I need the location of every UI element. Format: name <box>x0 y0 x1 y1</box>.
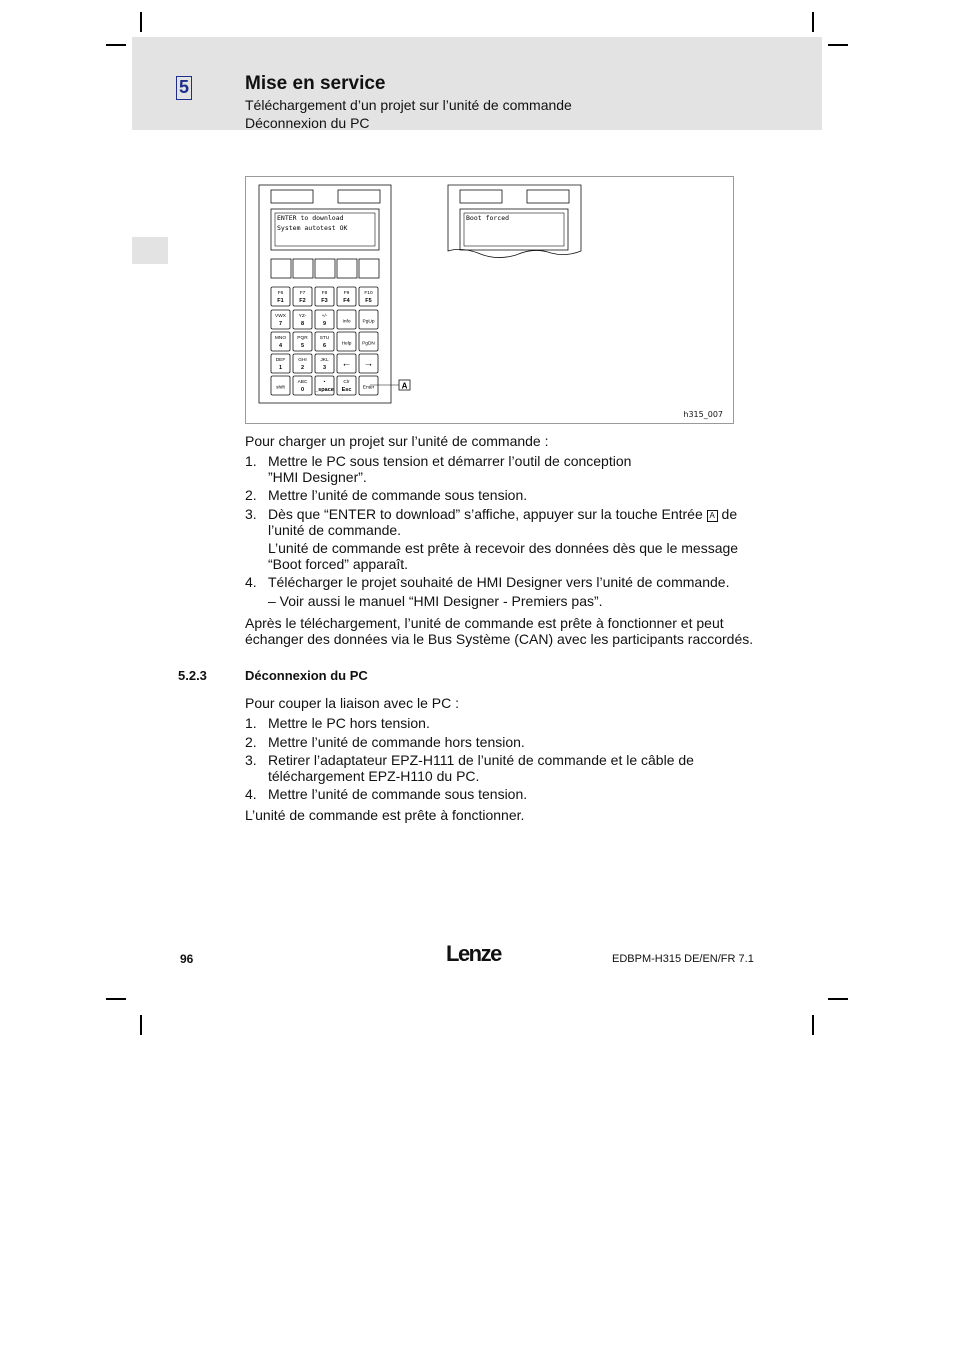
key-grid <box>271 287 378 395</box>
step-4-line-1: Télécharger le projet souhaité de HMI Designer vers l’unité de commande. <box>268 574 730 590</box>
crop-mark <box>828 44 848 46</box>
keypad-key-r3c3-label: JKL <box>320 358 329 363</box>
function-key-f1-label: F1 <box>277 298 284 304</box>
keypad-key-r4c2-label: 0 <box>300 387 305 393</box>
figure-keypad <box>245 176 734 424</box>
keypad-key-r3c4 <box>337 354 356 373</box>
display-right-line-1: Boot forced <box>466 214 510 222</box>
softkey-row <box>271 259 379 278</box>
page-subtitle-1: Téléchargement d’un projet sur l’unité de commande <box>245 97 572 113</box>
keypad-key-r4c3-label: _space <box>315 387 334 393</box>
step-2-number: 2. <box>245 487 257 503</box>
keypad-key-r1c2-label: YZ- <box>298 314 307 319</box>
keypad-key-r2c4-label: Help <box>341 341 352 347</box>
keypad-key-r4c2 <box>293 376 312 395</box>
page-number: 96 <box>180 952 194 966</box>
function-key-f5-label: F10 <box>364 291 373 296</box>
function-key-f2-label: F7 <box>299 291 306 296</box>
display-left-line-1: ENTER to download <box>277 214 344 222</box>
crop-mark <box>140 12 142 32</box>
softkey-3 <box>315 259 335 278</box>
keypad-key-r2c3-label: 6 <box>322 343 327 349</box>
crop-mark <box>828 998 848 1000</box>
device-right-tab-2 <box>527 190 569 203</box>
keypad-key-r4c4-label: Clr <box>343 380 350 385</box>
keypad-key-r3c2 <box>293 354 312 373</box>
keypad-key-r1c5-label: PgUp <box>362 319 375 325</box>
keypad-key-r4c4 <box>337 376 356 395</box>
figure-code: h315_007 <box>683 410 723 419</box>
keypad-key-r1c1-label: VWX <box>275 314 286 319</box>
keypad-key-r3c3-label: 3 <box>322 365 327 371</box>
keypad-key-r1c4 <box>337 310 356 329</box>
crop-mark <box>140 1015 142 1035</box>
step-1-number: 1. <box>245 453 257 469</box>
crop-mark <box>106 998 126 1000</box>
crop-mark <box>812 12 814 32</box>
intro-paragraph-2: Pour couper la liaison avec le PC : <box>245 695 459 711</box>
function-key-f5 <box>359 287 378 306</box>
lenze-logo: Lenze <box>446 941 501 966</box>
keypad-key-r2c1 <box>271 332 290 351</box>
step-1-line-2: ”HMI Designer”. <box>268 469 367 485</box>
keypad-key-r1c2-label: 8 <box>300 321 305 327</box>
after-download-line-1: Après le téléchargement, l’unité de commande est prête à fonctionner et peut <box>245 615 724 631</box>
step-3-text-end: de <box>721 506 738 522</box>
step-3-text: Dès que “ENTER to download” s’affiche, appuyer sur la touche Entrée <box>268 506 703 522</box>
keypad-key-r1c2 <box>293 310 312 329</box>
keypad-key-r4c1 <box>271 376 290 395</box>
chapter-number: 5 <box>176 76 192 100</box>
keypad-key-r3c1-label: DEF <box>275 358 286 363</box>
step-b4-line-1: Mettre l’unité de commande sous tension. <box>268 786 528 802</box>
step-2-line-1: Mettre l’unité de commande sous tension. <box>268 487 528 503</box>
softkey-5 <box>359 259 379 278</box>
keypad-key-r3c1 <box>271 354 290 373</box>
keypad-key-r2c5-label: PgDN <box>362 341 375 347</box>
keypad-key-r2c5 <box>359 332 378 351</box>
function-key-f1 <box>271 287 290 306</box>
keypad-key-r3c1-label: 1 <box>278 365 283 371</box>
device-left-tab-1 <box>271 190 313 203</box>
keypad-key-r2c2 <box>293 332 312 351</box>
step-1-line-1: Mettre le PC sous tension et démarrer l’outil de conception <box>268 453 632 469</box>
keypad-key-r3c5-label: → <box>363 358 374 370</box>
keypad-key-r2c2-label: 5 <box>300 343 305 349</box>
display-left-line-2: System autotest OK <box>277 224 348 232</box>
step-b1-line-1: Mettre le PC hors tension. <box>268 715 430 731</box>
enter-key-callout: A <box>707 510 718 522</box>
keypad-key-r2c2-label: PQR <box>297 336 308 341</box>
function-key-f4-label: F9 <box>343 291 350 296</box>
callout-label: A <box>401 381 408 391</box>
keypad-key-r3c2-label: 2 <box>300 365 305 371</box>
section-title: Déconnexion du PC <box>245 668 368 683</box>
keypad-key-r2c1-label: 4 <box>278 343 283 349</box>
step-4-note: – Voir aussi le manuel “HMI Designer - Premiers pas”. <box>268 593 603 609</box>
header-band <box>132 37 822 130</box>
function-key-f3-label: F8 <box>321 291 328 296</box>
keypad-key-r3c4-label: ← <box>341 358 352 370</box>
chapter-side-tab <box>132 237 168 264</box>
step-3-line-1 <box>268 506 737 522</box>
softkey-2 <box>293 259 313 278</box>
keypad-key-r2c3-label: STU <box>319 336 330 341</box>
softkey-4 <box>337 259 357 278</box>
keypad-key-r3c5 <box>359 354 378 373</box>
keypad-key-r1c5 <box>359 310 378 329</box>
crop-mark <box>812 1015 814 1035</box>
keypad-key-r1c3-label: +/- <box>321 314 328 319</box>
crop-mark <box>106 44 126 46</box>
function-key-f3-label: F3 <box>321 298 328 304</box>
keypad-drawing <box>246 177 733 423</box>
document-code: EDBPM-H315 DE/EN/FR 7.1 <box>612 953 754 965</box>
softkey-1 <box>271 259 291 278</box>
keypad-key-r3c3 <box>315 354 334 373</box>
page-subtitle-2: Déconnexion du PC <box>245 115 370 131</box>
step-b2-line-1: Mettre l’unité de commande hors tension. <box>268 734 525 750</box>
closing-paragraph: L’unité de commande est prête à fonctionner. <box>245 807 525 823</box>
step-4-number: 4. <box>245 574 257 590</box>
keypad-key-r1c3-label: 9 <box>322 321 327 327</box>
keypad-key-r4c3-label: • <box>323 380 326 385</box>
step-b2-number: 2. <box>245 734 257 750</box>
keypad-key-r4c3 <box>314 376 334 395</box>
device-left-tab-2 <box>338 190 380 203</box>
keypad-key-r4c4-label: Esc <box>341 387 352 393</box>
function-key-f1-label: F6 <box>277 291 284 296</box>
device-right-tab-1 <box>460 190 502 203</box>
step-3-note-line-1: L’unité de commande est prête à recevoir des données dès que le message <box>268 540 739 556</box>
keypad-key-r4c5-label: Enter <box>362 385 375 391</box>
keypad-key-r2c3 <box>315 332 334 351</box>
section-number: 5.2.3 <box>178 668 207 683</box>
keypad-key-r2c1-label: MNO <box>274 336 287 341</box>
step-3-number: 3. <box>245 506 257 522</box>
keypad-key-r4c1-label: shift <box>276 385 285 391</box>
page-title: Mise en service <box>245 73 386 94</box>
keypad-key-r1c1-label: 7 <box>278 321 283 327</box>
keypad-key-r4c5 <box>359 376 378 395</box>
after-download-line-2: échanger des données via le Bus Système (CAN) avec les participants raccordés. <box>245 631 754 647</box>
step-b1-number: 1. <box>245 715 257 731</box>
function-key-f5-label: F5 <box>365 298 372 304</box>
step-b4-number: 4. <box>245 786 257 802</box>
step-b3-line-1: Retirer l’adaptateur EPZ-H111 de l’unité de commande et le câble de <box>268 752 694 768</box>
function-key-f4 <box>337 287 356 306</box>
step-b3-number: 3. <box>245 752 257 768</box>
step-b3-line-2: téléchargement EPZ-H110 du PC. <box>268 768 480 784</box>
intro-paragraph-1: Pour charger un projet sur l’unité de commande : <box>245 433 549 449</box>
step-3-line-2: l’unité de commande. <box>268 522 402 538</box>
function-key-f2 <box>293 287 312 306</box>
keypad-key-r3c2-label: GHI <box>298 358 307 363</box>
keypad-key-r4c2-label: ABC <box>297 380 308 385</box>
keypad-key-r2c4 <box>337 332 356 351</box>
keypad-key-r1c4-label: Info <box>342 319 351 325</box>
function-key-f2-label: F2 <box>299 298 306 304</box>
step-3-note-line-2: “Boot forced” apparaît. <box>268 556 409 572</box>
keypad-key-r1c1 <box>271 310 290 329</box>
function-key-f4-label: F4 <box>343 298 350 304</box>
function-key-f3 <box>315 287 334 306</box>
keypad-key-r1c3 <box>315 310 334 329</box>
